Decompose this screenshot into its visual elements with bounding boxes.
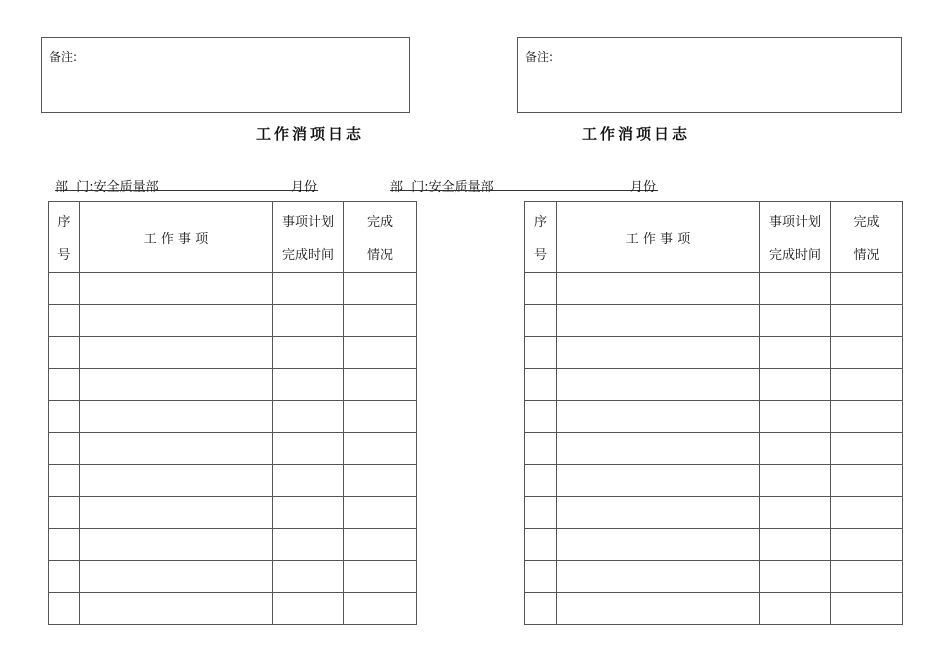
plan-cell[interactable] [273,433,344,465]
seq-cell[interactable] [49,433,80,465]
item-cell[interactable] [80,401,273,433]
item-cell[interactable] [557,433,760,465]
status-cell[interactable] [831,433,903,465]
table-row [49,369,417,401]
plan-cell[interactable] [273,529,344,561]
seq-header-top: 序 [533,215,547,230]
plan-cell[interactable] [273,593,344,625]
seq-cell[interactable] [525,593,557,625]
status-header [831,202,903,273]
seq-cell[interactable] [49,465,80,497]
seq-cell[interactable] [525,529,557,561]
item-cell[interactable] [80,305,273,337]
status-header [344,202,417,273]
department-underline-left [55,190,318,191]
work-log-table-left [48,201,417,625]
item-cell[interactable] [557,529,760,561]
plan-header [273,202,344,273]
status-cell[interactable] [344,401,417,433]
status-cell[interactable] [344,465,417,497]
department-label: 部 门: [55,180,94,195]
seq-cell[interactable] [525,465,557,497]
item-cell[interactable] [557,305,760,337]
status-cell[interactable] [831,465,903,497]
seq-header-bottom: 号 [533,248,547,263]
item-cell[interactable] [557,369,760,401]
item-cell[interactable] [80,337,273,369]
item-cell[interactable] [80,433,273,465]
table-row [525,529,903,561]
plan-header-top: 事项计划 [281,215,334,230]
department-value: 安全质量部 [93,180,159,195]
table-row [49,465,417,497]
table-row [525,561,903,593]
table-row [49,593,417,625]
table-row [49,273,417,305]
seq-header-bottom: 号 [57,248,71,263]
item-cell[interactable] [557,465,760,497]
status-cell[interactable] [831,305,903,337]
plan-cell[interactable] [760,529,831,561]
status-cell[interactable] [344,273,417,305]
table-row [49,305,417,337]
plan-cell[interactable] [760,401,831,433]
department-row-left [55,176,159,195]
status-cell[interactable] [344,305,417,337]
seq-cell[interactable] [525,305,557,337]
status-cell[interactable] [831,401,903,433]
notes-box-left[interactable] [41,37,410,113]
seq-cell[interactable] [49,593,80,625]
seq-cell[interactable] [525,337,557,369]
item-cell[interactable] [80,369,273,401]
plan-header [760,202,831,273]
table-row [49,337,417,369]
plan-cell[interactable] [760,433,831,465]
status-cell[interactable] [831,273,903,305]
plan-cell[interactable] [273,273,344,305]
plan-header-bottom: 完成时间 [768,248,821,263]
item-cell[interactable] [80,529,273,561]
status-cell[interactable] [831,369,903,401]
plan-cell[interactable] [273,561,344,593]
plan-cell[interactable] [273,465,344,497]
table-row [525,593,903,625]
plan-cell[interactable] [760,305,831,337]
status-header-bottom: 情况 [853,248,880,263]
plan-cell[interactable] [273,337,344,369]
status-cell[interactable] [344,337,417,369]
item-cell[interactable] [557,593,760,625]
item-cell[interactable] [80,593,273,625]
plan-cell[interactable] [760,561,831,593]
table-row [49,561,417,593]
table-header-row [525,202,903,273]
table-row [525,369,903,401]
seq-cell[interactable] [525,433,557,465]
status-cell[interactable] [344,369,417,401]
department-label: 部 门: [390,180,429,195]
plan-header-top: 事项计划 [768,215,821,230]
status-cell[interactable] [831,337,903,369]
table-row [49,529,417,561]
plan-cell[interactable] [760,497,831,529]
seq-header [49,202,80,273]
table-row [525,401,903,433]
work-log-table-right [524,201,903,625]
notes-label: 备注: [525,50,554,64]
plan-cell[interactable] [760,465,831,497]
seq-cell[interactable] [49,529,80,561]
seq-cell[interactable] [525,369,557,401]
seq-cell[interactable] [49,337,80,369]
item-cell[interactable] [80,465,273,497]
status-cell[interactable] [344,561,417,593]
table-row [49,433,417,465]
seq-cell[interactable] [49,273,80,305]
item-cell[interactable] [557,401,760,433]
seq-cell[interactable] [49,497,80,529]
item-cell[interactable] [80,497,273,529]
notes-label: 备注: [49,50,78,64]
item-cell[interactable] [557,561,760,593]
status-cell[interactable] [831,561,903,593]
status-header-top: 完成 [853,215,880,230]
seq-cell[interactable] [525,401,557,433]
status-cell[interactable] [831,593,903,625]
table-header-row [49,202,417,273]
status-header-top: 完成 [366,215,393,230]
seq-cell[interactable] [525,561,557,593]
item-cell[interactable] [557,497,760,529]
plan-cell[interactable] [760,273,831,305]
plan-cell[interactable] [273,369,344,401]
table-row [525,433,903,465]
item-header: 工 作 事 项 [80,202,273,273]
log-title-left: 工作消项日志 [256,125,365,143]
plan-cell[interactable] [760,593,831,625]
table-row [525,337,903,369]
notes-box-right[interactable] [517,37,902,113]
seq-cell[interactable] [49,369,80,401]
status-cell[interactable] [344,593,417,625]
department-underline-right [390,190,658,191]
table-row [525,273,903,305]
item-cell[interactable] [80,273,273,305]
plan-cell[interactable] [760,337,831,369]
department-value: 安全质量部 [428,180,494,195]
seq-header [525,202,557,273]
status-header-bottom: 情况 [366,248,393,263]
table-row [525,465,903,497]
seq-cell[interactable] [525,497,557,529]
seq-cell[interactable] [49,305,80,337]
month-label-right: 月份 [630,180,657,195]
status-cell[interactable] [344,529,417,561]
item-header: 工 作 事 项 [557,202,760,273]
status-cell[interactable] [344,497,417,529]
log-title-right: 工作消项日志 [582,125,691,143]
plan-cell[interactable] [273,497,344,529]
plan-header-bottom: 完成时间 [281,248,334,263]
month-label-left: 月份 [291,180,318,195]
plan-cell[interactable] [760,369,831,401]
table-row [49,401,417,433]
item-cell[interactable] [557,337,760,369]
department-row-right [390,176,494,195]
seq-header-top: 序 [57,215,71,230]
item-cell[interactable] [557,273,760,305]
seq-cell[interactable] [49,401,80,433]
plan-cell[interactable] [273,401,344,433]
plan-cell[interactable] [273,305,344,337]
status-cell[interactable] [831,497,903,529]
status-cell[interactable] [831,529,903,561]
table-row [49,497,417,529]
table-row [525,497,903,529]
item-cell[interactable] [80,561,273,593]
table-row [525,305,903,337]
status-cell[interactable] [344,433,417,465]
seq-cell[interactable] [49,561,80,593]
seq-cell[interactable] [525,273,557,305]
